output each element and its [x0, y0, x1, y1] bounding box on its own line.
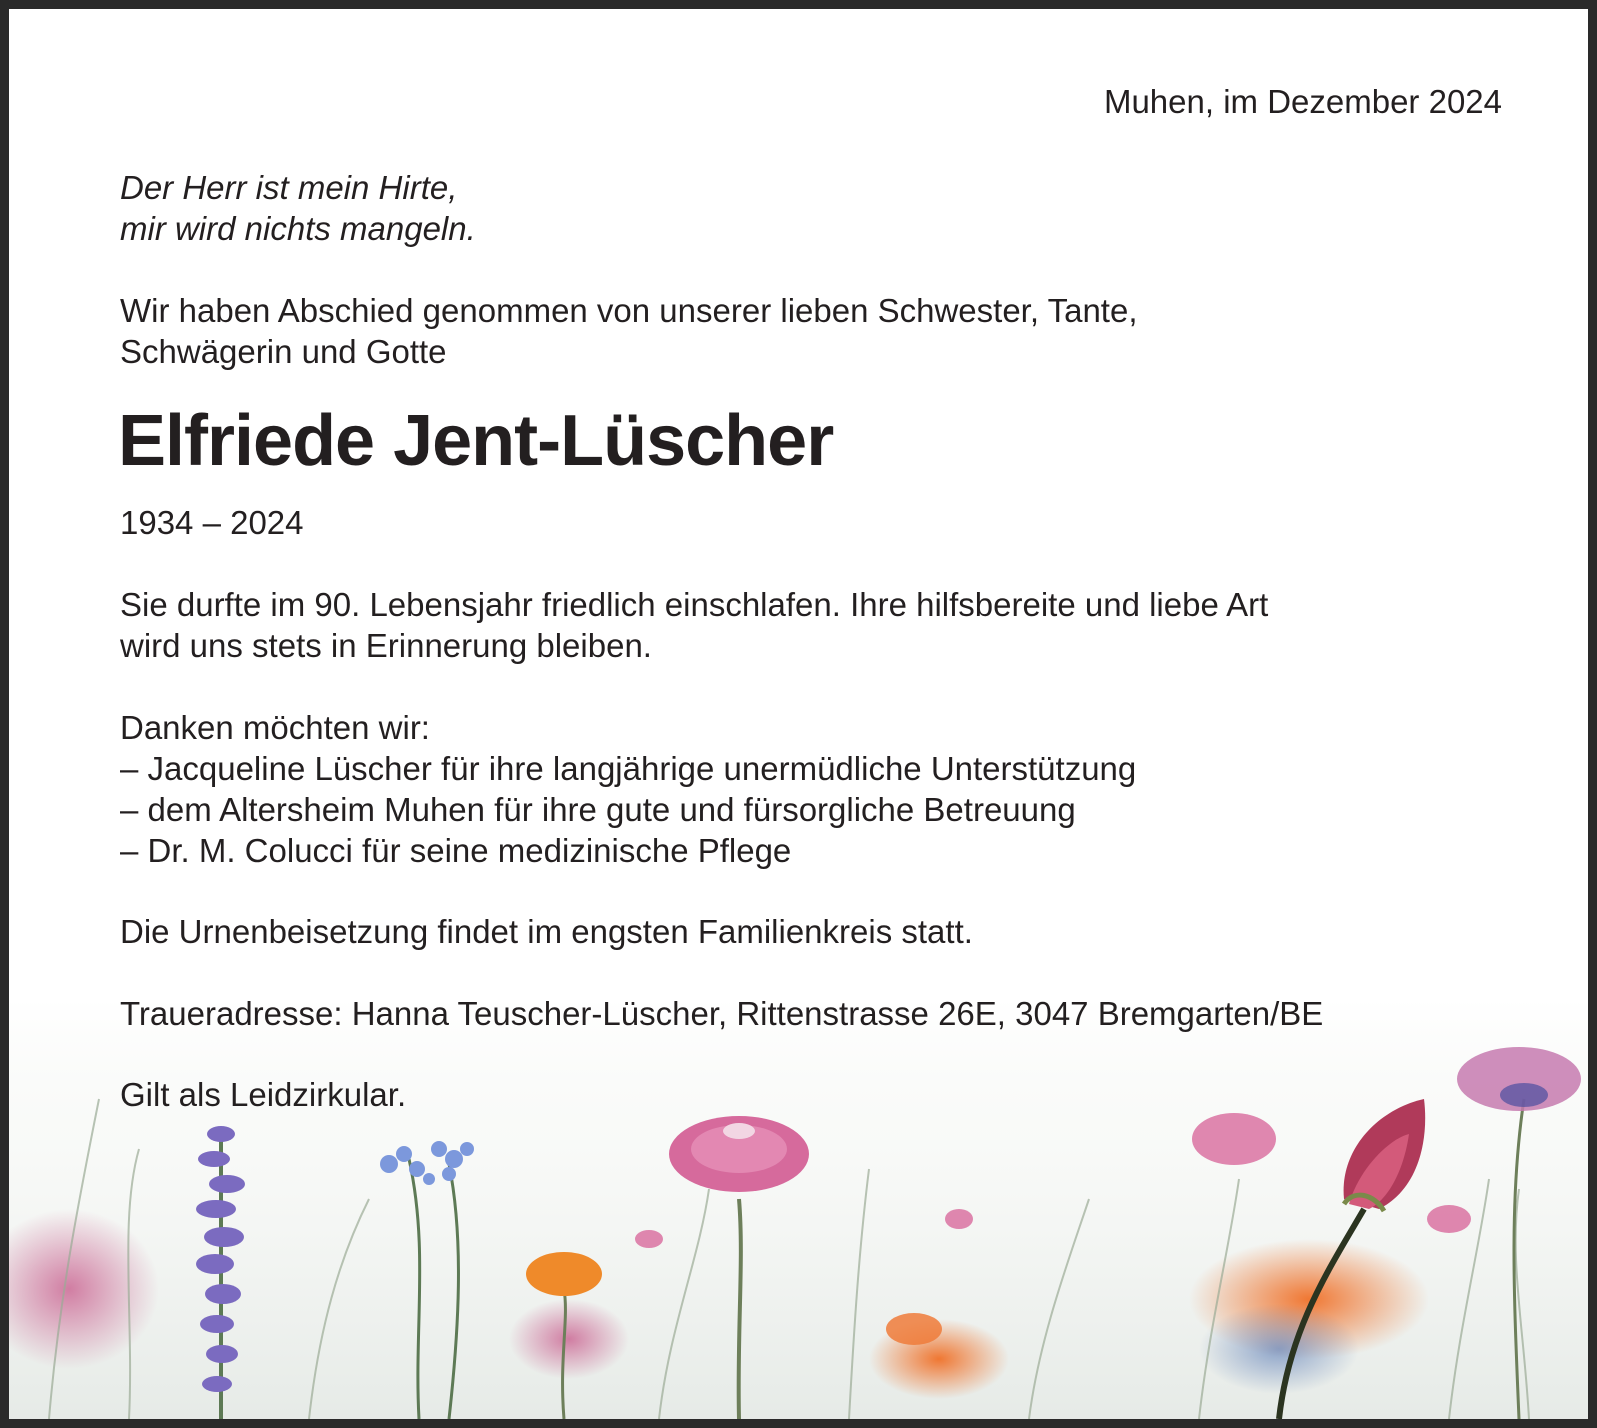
description-text [120, 584, 1268, 666]
place-date: Muhen, im Dezember 2024 [1103, 83, 1502, 120]
psalm-line: Der Herr ist mein Hirte, [120, 169, 458, 206]
thanks-item: – dem Altersheim Muhen für ihre gute und fürsorgliche Betreuung [120, 791, 1076, 828]
mourning-address: Traueradresse: Hanna Teuscher-Lüscher, Rittenstrasse 26E, 3047 Bremgarten/BE [120, 995, 1324, 1032]
thanks-section [120, 707, 1136, 871]
psalm-line: mir wird nichts mangeln. [120, 210, 476, 247]
wildflower-meadow-image [9, 999, 1588, 1419]
burial-note: Die Urnenbeisetzung findet im engsten Familienkreis statt. [120, 913, 973, 950]
intro-line: Schwägerin und Gotte [120, 333, 447, 370]
circular-note: Gilt als Leidzirkular. [120, 1076, 407, 1113]
thanks-item: – Jacqueline Lüscher für ihre langjährige unermüdliche Unterstützung [120, 750, 1137, 787]
intro-text [120, 290, 1138, 372]
description-line: Sie durfte im 90. Lebensjahr friedlich einschlafen. Ihre hilfsbereite und liebe Art [120, 586, 1269, 623]
psalm-quote [120, 167, 476, 249]
deceased-name: Elfriede Jent-Lüscher [118, 401, 834, 481]
thanks-item: – Dr. M. Colucci für seine medizinische Pflege [120, 832, 792, 869]
thanks-heading: Danken möchten wir: [120, 709, 430, 746]
description-line: wird uns stets in Erinnerung bleiben. [120, 627, 652, 664]
intro-line: Wir haben Abschied genommen von unserer lieben Schwester, Tante, [120, 292, 1138, 329]
life-years: 1934 – 2024 [120, 504, 304, 541]
